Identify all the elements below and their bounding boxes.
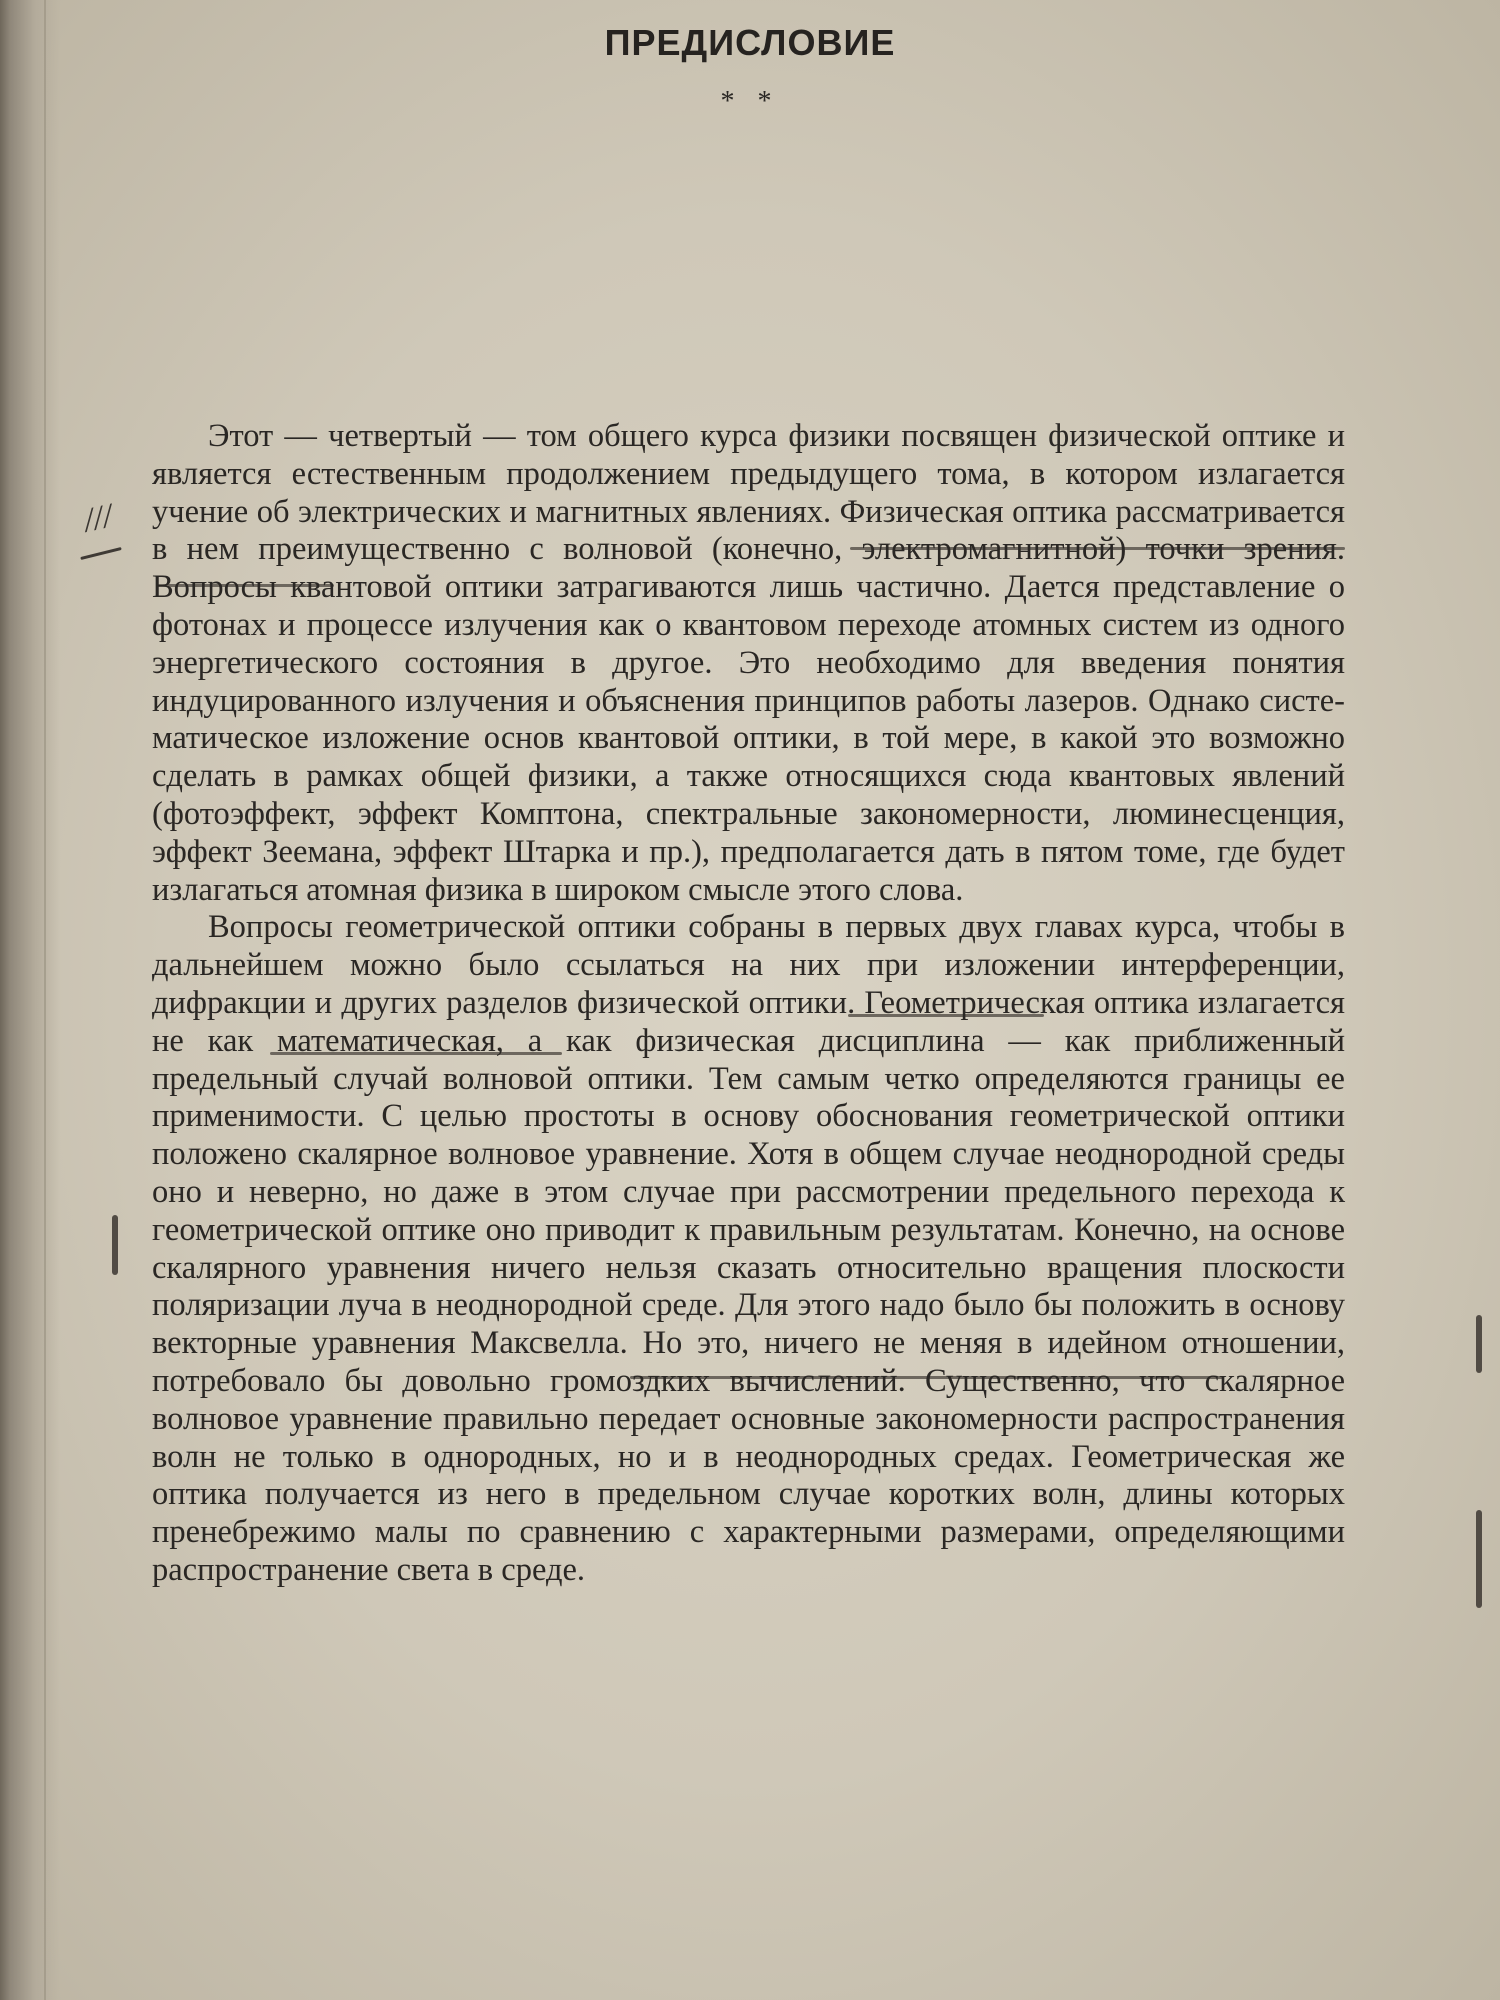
margin-pencil-bar-left [112, 1215, 118, 1275]
title-ornament: * * [720, 86, 780, 117]
page-gutter-shadow [0, 0, 60, 2000]
paragraph-2: Вопросы геометрической оптики собраны в первых двух главах курса, чтобы в дальнейшем можно было ссылаться на них при изложении интерференции, дифракции и других разделов физической оптики. Геометрическая оптика излагается не как математическая, а как физическая дисциплина — как приближенный предельный случай волновой оптики. Тем самым четко определяются границы ее применимости. С целью простоты в основу обоснования геометрической оптики положено скалярное волновое уравнение. Хотя в общем случае неоднородной среды оно и неверно, но даже в этом случае при рассмотрении предельного перехода к геометрической оптике оно приводит к правильным результатам. Конечно, на основе скалярного уравнения ничего нельзя сказать относительно вращения плоскости поляризации луча в неоднородной среде. Для этого надо было бы положить в основу векторные уравнения Максвелла. Но это, ничего не меняя в идейном отношении, потребовало бы довольно громоздких вычислений. Существенно, что скалярное волновое уравнение правильно передает основные закономерности распространения волн не только в однородных, но и в неоднородных средах. Геометрическая же оптика получается из него в предельном случае коротких волн, длины которых пренебрежимо малы по сравнению с характерными размерами, определяющими распространение света в среде. [152, 909, 1345, 1588]
binding-edge [44, 0, 46, 2000]
margin-pencil-dash [80, 547, 121, 560]
margin-pencil-bar-right-upper [1476, 1315, 1482, 1373]
page-title: ПРЕДИСЛОВИЕ [604, 22, 896, 63]
margin-pencil-note: /// [80, 497, 116, 540]
paragraph-1: Этот — четвертый — том общего курса физики посвящен физической оптике и является естественным продолжением предыдущего тома, в котором излагается учение об электрических и магнитных явлениях. Физическая оптика рассматривается в нем преимущественно с волновой (конечно, электромагнитной) точки зрения. Вопросы квантовой оптики затрагиваются лишь частично. Дается представление о фотонах и процессе излучения как о квантовом переходе атомных систем из одного энергетического состояния в другое. Это необходимо для введения понятия индуцированного излучения и объяснения принципов работы лазеров. Однако систематическое изложение основ квантовой оптики, в той мере, в какой это возможно сделать в рамках общей физики, а также относящихся сюда квантовых явлений (фотоэффект, эффект Комптона, спектральные закономерности, люминесценция, эффект Зеемана, эффект Штарка и пр.), предполагается дать в пятом томе, где будет излагаться атомная физика в широком смысле этого слова. [152, 418, 1345, 908]
preface-body [152, 418, 1345, 1590]
margin-pencil-bar-right-lower [1476, 1510, 1482, 1608]
